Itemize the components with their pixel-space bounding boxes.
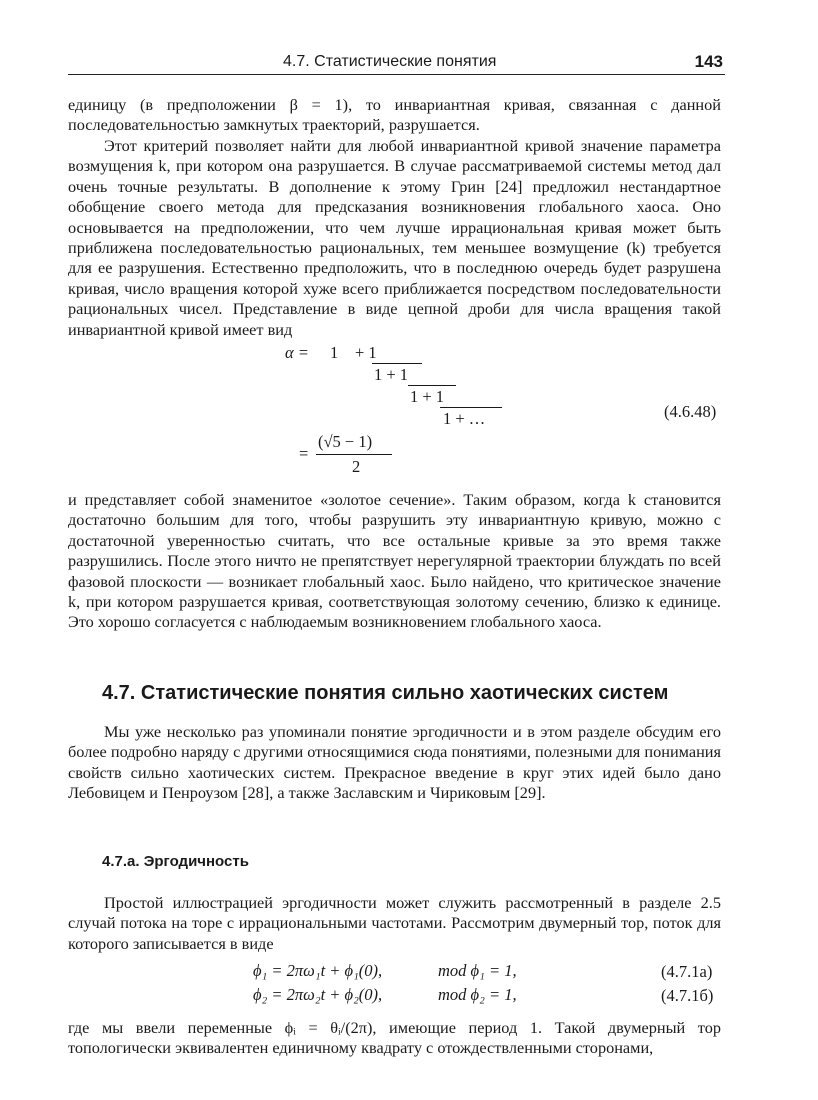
equation-number-4-7-1a: (4.7.1а)	[661, 962, 713, 981]
running-header	[68, 50, 725, 75]
paragraph-2: Этот критерий позволяет найти для любой инвариантной кривой значение параметра возмущения k, при котором она разрушается. В случае рассматриваемой системы метод дал очень точные результаты. В дополнение к этому Грин [24] предложил нестандартное обобщение своего метода для предсказания возникновения глобального хаоса. Оно основывается на предположении, что чем лучше иррациональная кривая может быть приближена последовательностью рациональных, тем меньшее возмущение (k) требуется для ее разрушения. Естественно предположить, что в последнюю очередь будет разрушена кривая, число вращения которой хуже всего приближается посредством последовательности рациональных чисел. Представление в виде цепной дроби для числа вращения такой инвариантной кривой имеет вид	[68, 136, 721, 339]
equation-number-4-6-48: (4.6.48)	[664, 402, 717, 421]
paragraph-6: где мы ввели переменные ϕᵢ = θᵢ/(2π), имеющие период 1. Такой двумерный тор топологически эквивалентен единичному квадрату с отождествленными сторонами,	[68, 1018, 721, 1058]
equation-number-4-7-1b: (4.7.1б)	[661, 986, 714, 1005]
cf-term-3: 1 + 1	[410, 387, 445, 406]
cf-fraction-bar-3	[440, 407, 502, 408]
cf-term-1: 1	[330, 343, 339, 362]
equation-4-7-1b-mod: mod ϕ₂ = 1,	[438, 985, 517, 1004]
cf-fraction-bar-2	[408, 385, 456, 386]
cf-term-2: 1 + 1	[374, 365, 409, 384]
paragraph-3: и представляет собой знаменитое «золотое сечение». Таким образом, когда k становится достаточно большим для того, чтобы разрушить эту инвариантную кривую, можно с достаточной уверенностью считать, что все остальные кривые за это время также разрушились. После этого ничто не препятствует нерегулярной траектории блуждать по всей фазовой плоскости — возникает глобальный хаос. Было найдено, что критическое значение k, при котором разрушается кривая, соответствующая золотому сечению, близко к единице. Это хорошо согласуется с наблюдаемым возникновением глобального хаоса.	[68, 490, 721, 632]
cf-main-fraction-bar	[316, 454, 392, 455]
cf-term-4: 1 + …	[443, 409, 486, 428]
paragraph-4: Мы уже несколько раз упоминали понятие эргодичности и в этом разделе обсудим его более подробно наряду с другими относящимися сюда понятиями, полезными для понимания свойств сильно хаотических систем. Прекрасное введение в круг этих идей было дано Лебовицем и Пенроузом [28], а также Заславским и Чириковым [29].	[68, 722, 721, 803]
cf-denominator: 2	[352, 457, 361, 476]
cf-equals: =	[299, 444, 309, 463]
equation-4-7-1a-mod: mod ϕ₁ = 1,	[438, 961, 517, 980]
paragraph-5: Простой иллюстрацией эргодичности может служить рассмотренный в разделе 2.5 случай потока на торе с иррациональными частотами. Рассмотрим двумерный тор, поток для которого записывается в виде	[68, 893, 721, 953]
subsection-title: 4.7.а. Эргодичность	[102, 853, 249, 870]
page-number: 143	[694, 52, 723, 71]
equation-4-7-1b-lhs: ϕ₂ = 2πω₂t + ϕ₂(0),	[253, 985, 383, 1004]
cf-plus-one: + 1	[355, 343, 377, 362]
cf-numerator: (√5 − 1)	[318, 432, 373, 451]
paragraph-1: единицу (в предположении β = 1), то инвариантная кривая, связанная с данной последовательностью замкнутых траекторий, разрушается.	[68, 95, 721, 135]
equation-4-7-1a-lhs: ϕ₁ = 2πω₁t + ϕ₁(0),	[253, 961, 383, 980]
section-title: 4.7. Статистические понятия сильно хаотических систем	[102, 682, 669, 704]
cf-lhs: α =	[285, 343, 309, 362]
cf-fraction-bar-1	[372, 363, 422, 364]
running-title: 4.7. Статистические понятия	[283, 53, 497, 70]
